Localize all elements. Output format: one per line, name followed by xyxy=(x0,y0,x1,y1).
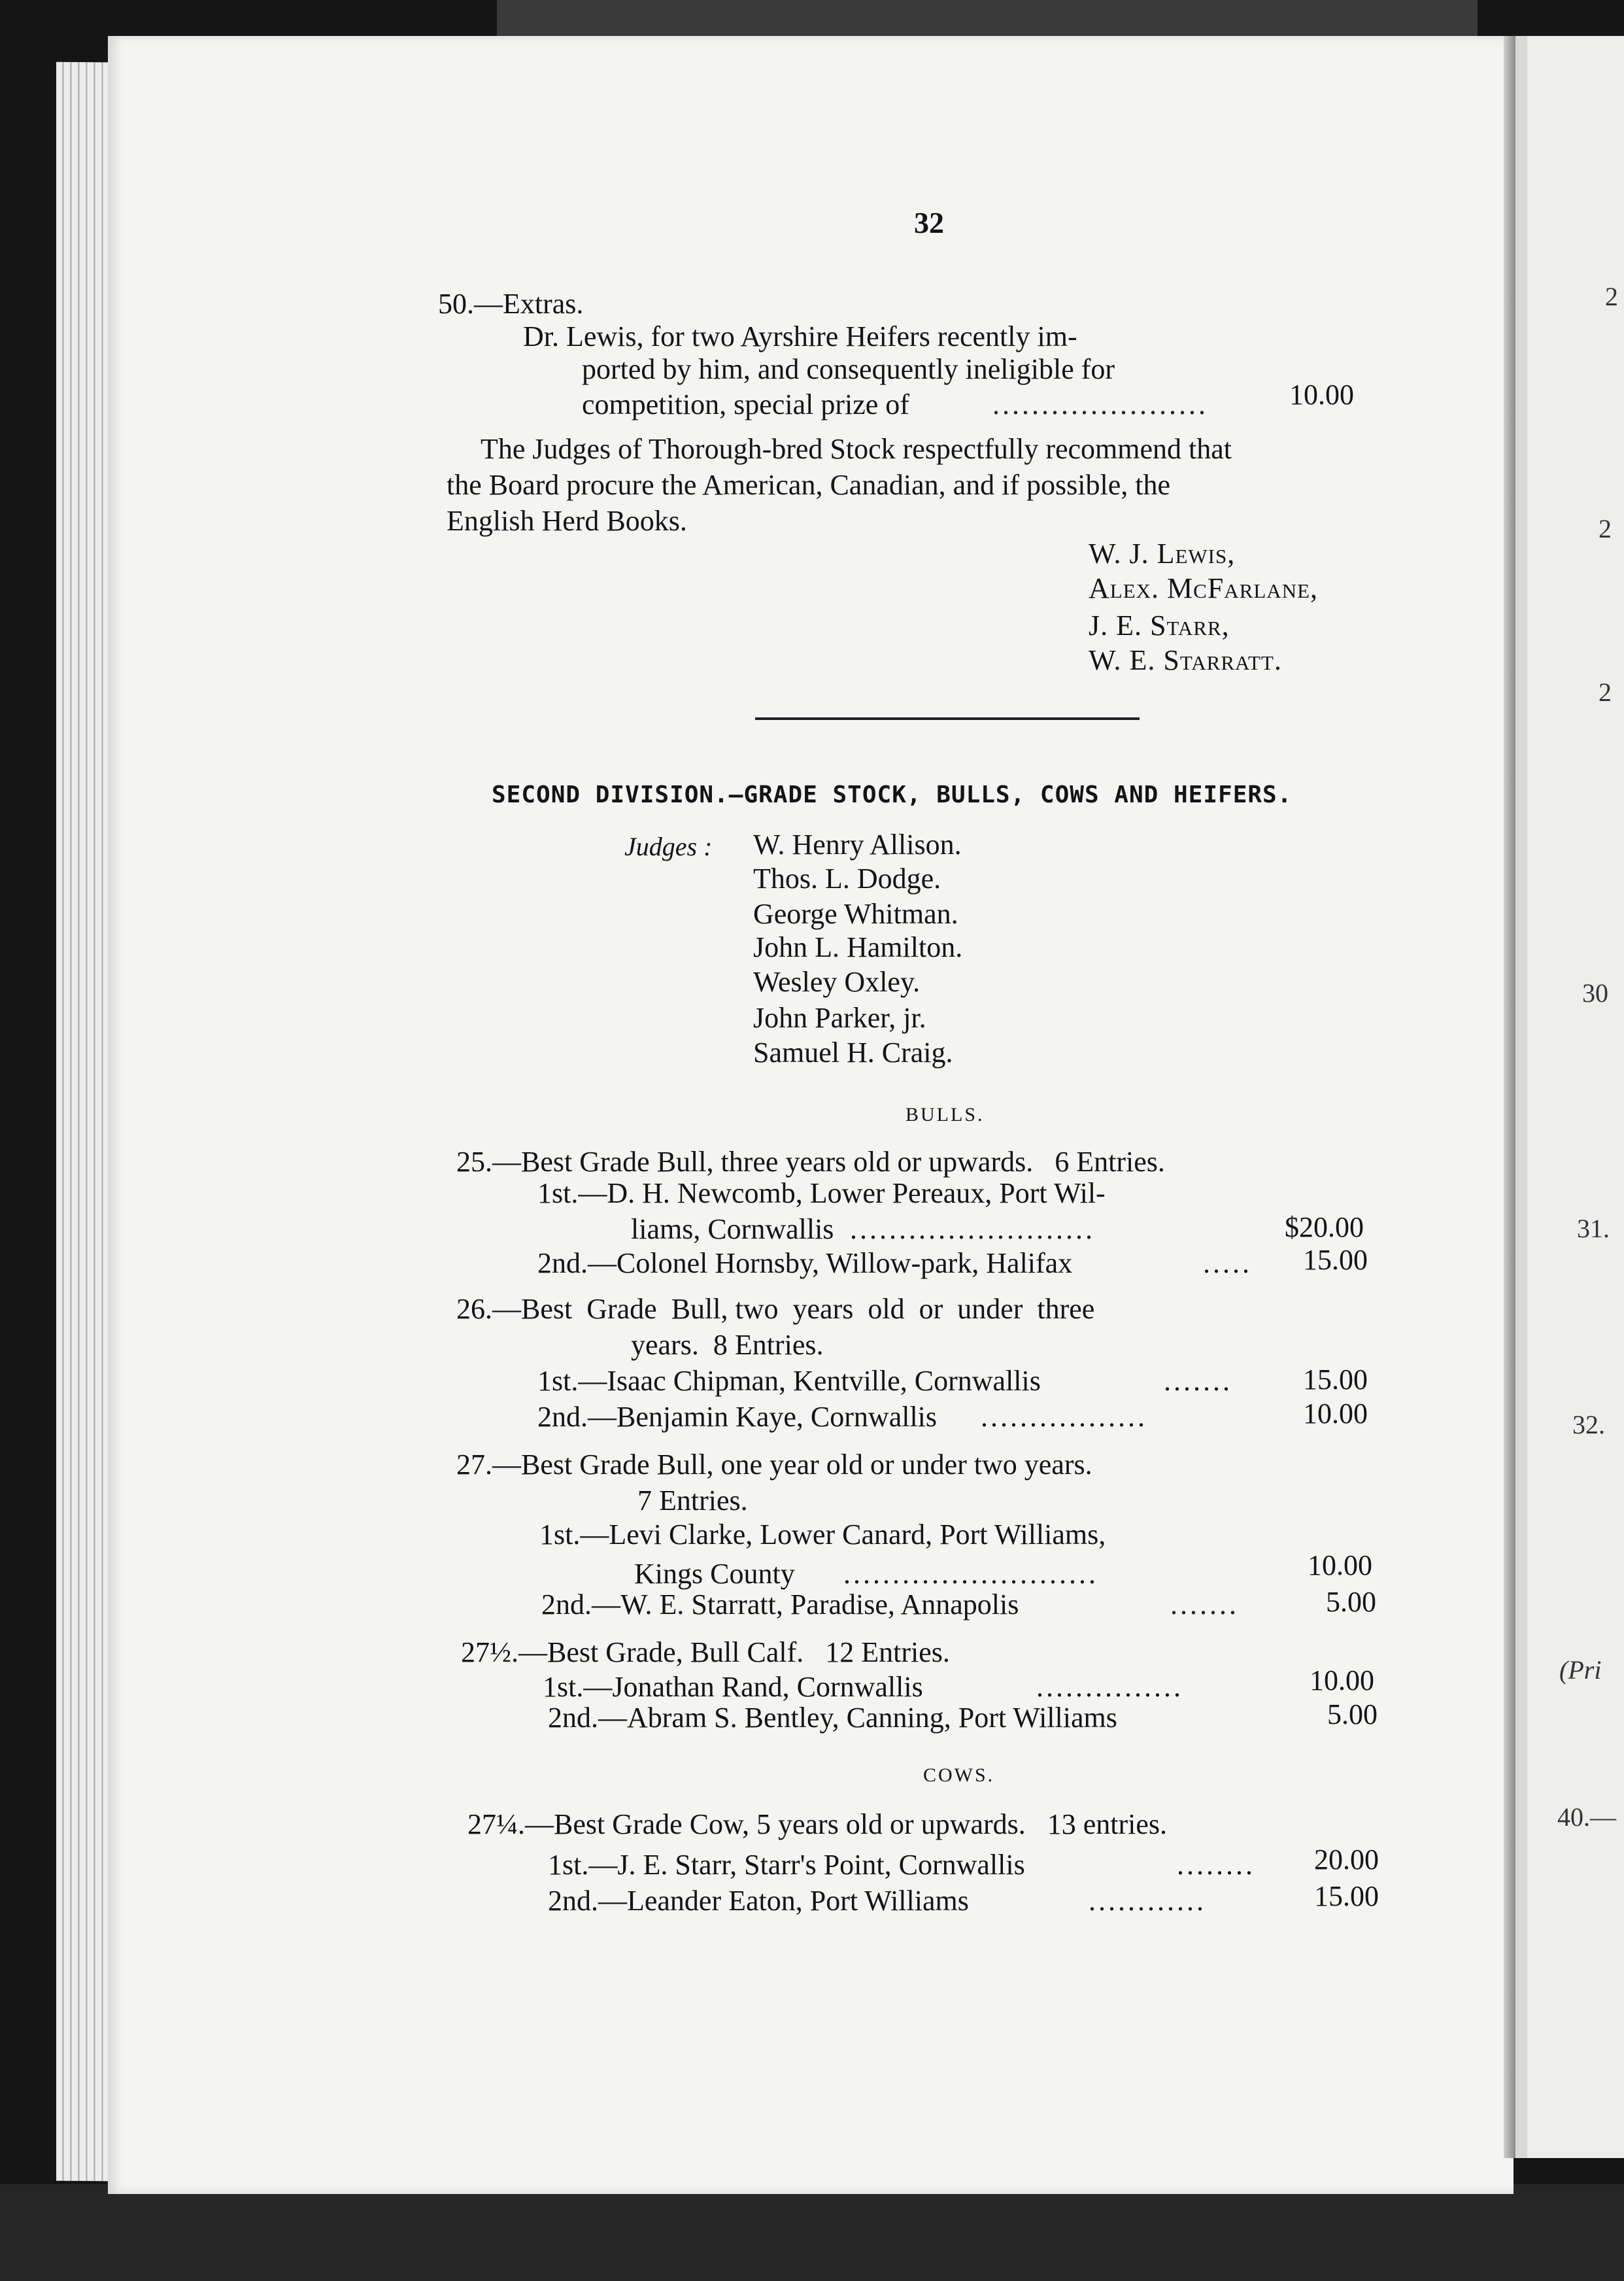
class-title: 25.—Best Grade Bull, three years old or upwards. 6 Entries. xyxy=(456,1146,1165,1178)
class-title: 7 Entries. xyxy=(637,1484,748,1517)
signatory: W. J. Lewis, xyxy=(1089,538,1236,570)
leader-dots: ..... xyxy=(1203,1247,1252,1279)
recommendation-text: The Judges of Thorough-bred Stock respectfully recommend that xyxy=(481,433,1232,465)
judge-name: W. Henry Allison. xyxy=(753,829,962,861)
extras-text: ported by him, and consequently ineligible for xyxy=(582,353,1115,385)
award-line: 1st.—Jonathan Rand, Cornwallis xyxy=(543,1671,923,1703)
award-line: 1st.—Isaac Chipman, Kentville, Cornwallis xyxy=(537,1365,1041,1397)
extras-text: Dr. Lewis, for two Ayrshire Heifers recently im- xyxy=(523,320,1077,352)
facing-fragment: 30 xyxy=(1582,978,1608,1008)
award-amount: 5.00 xyxy=(1327,1698,1378,1730)
award-amount: 5.00 xyxy=(1326,1586,1376,1618)
judge-name: John L. Hamilton. xyxy=(753,931,963,963)
judge-name: Thos. L. Dodge. xyxy=(753,863,941,895)
judge-name: George Whitman. xyxy=(753,898,958,930)
facing-fragment: 31. xyxy=(1577,1214,1610,1243)
award-line: 1st.—J. E. Starr, Starr's Point, Cornwallis xyxy=(548,1849,1025,1881)
award-line: 1st.—D. H. Newcomb, Lower Pereaux, Port Wil- xyxy=(537,1177,1106,1209)
class-title: 27.—Best Grade Bull, one year old or under two years. xyxy=(456,1449,1092,1481)
leader-dots: ...................... xyxy=(992,388,1208,420)
facing-fragment: (Pri xyxy=(1559,1655,1602,1685)
judge-name: John Parker, jr. xyxy=(753,1002,926,1034)
award-line: 1st.—Levi Clarke, Lower Canard, Port Williams, xyxy=(539,1518,1106,1551)
leader-dots: ................. xyxy=(981,1401,1147,1433)
leader-dots: ........ xyxy=(1177,1849,1255,1881)
fabric-patch xyxy=(497,0,1478,36)
award-line: 2nd.—Abram S. Bentley, Canning, Port Williams xyxy=(548,1702,1117,1734)
award-line: Kings County xyxy=(634,1558,795,1590)
award-amount: 20.00 xyxy=(1314,1844,1379,1876)
page-number: 32 xyxy=(914,206,944,239)
award-amount: 10.00 xyxy=(1310,1664,1374,1696)
facing-fragment: 32. xyxy=(1572,1410,1605,1439)
class-title: years. 8 Entries. xyxy=(631,1329,824,1361)
award-amount: $20.00 xyxy=(1285,1211,1364,1243)
facing-fragment: 2 xyxy=(1605,282,1618,311)
facing-page xyxy=(1515,36,1624,2158)
class-title: 27¼.—Best Grade Cow, 5 years old or upwards. 13 entries. xyxy=(467,1808,1168,1840)
bulls-heading: BULLS. xyxy=(905,1104,985,1125)
cows-heading: COWS. xyxy=(923,1764,995,1786)
recommendation-text: English Herd Books. xyxy=(447,505,687,537)
judge-name: Wesley Oxley. xyxy=(753,966,921,998)
facing-fragment: 40.— xyxy=(1557,1802,1616,1832)
class-title: 27½.—Best Grade, Bull Calf. 12 Entries. xyxy=(461,1636,950,1668)
signatory: J. E. Starr, xyxy=(1089,609,1230,642)
award-line: liams, Cornwallis xyxy=(631,1213,834,1245)
extras-amount: 10.00 xyxy=(1289,379,1354,411)
leader-dots: ............... xyxy=(1036,1671,1183,1703)
award-line: 2nd.—Benjamin Kaye, Cornwallis xyxy=(537,1401,938,1433)
judges-label: Judges : xyxy=(624,832,713,861)
award-amount: 15.00 xyxy=(1303,1244,1368,1276)
leader-dots: .......................... xyxy=(843,1558,1098,1590)
facing-fragment: 2 xyxy=(1599,514,1612,543)
judge-name: Samuel H. Craig. xyxy=(753,1037,953,1069)
division-heading: SECOND DIVISION.—GRADE STOCK, BULLS, COWS AND HEIFERS. xyxy=(492,781,1293,808)
award-amount: 10.00 xyxy=(1303,1398,1368,1430)
extras-heading: 50.—Extras. xyxy=(438,288,584,320)
extras-text: competition, special prize of xyxy=(582,388,909,420)
award-amount: 15.00 xyxy=(1303,1363,1368,1396)
leader-dots: ....... xyxy=(1170,1588,1239,1621)
facing-fragment: 2 xyxy=(1599,677,1612,707)
signatory: W. E. Starratt. xyxy=(1089,644,1282,676)
section-divider xyxy=(755,717,1140,720)
award-amount: 10.00 xyxy=(1308,1549,1372,1581)
leader-dots: ......................... xyxy=(850,1213,1095,1245)
award-line: 2nd.—W. E. Starratt, Paradise, Annapolis xyxy=(541,1588,1019,1621)
leader-dots: ............ xyxy=(1089,1885,1206,1917)
leader-dots: ....... xyxy=(1164,1365,1232,1397)
award-line: 2nd.—Leander Eaton, Port Williams xyxy=(548,1885,969,1917)
recommendation-text: the Board procure the American, Canadian, and if possible, the xyxy=(447,469,1170,501)
award-line: 2nd.—Colonel Hornsby, Willow-park, Halifax xyxy=(537,1247,1073,1279)
class-title: 26.—Best Grade Bull, two years old or under three xyxy=(456,1293,1095,1325)
signatory: Alex. McFarlane, xyxy=(1089,572,1319,604)
fabric-patch xyxy=(0,2184,1624,2281)
award-amount: 15.00 xyxy=(1314,1880,1379,1912)
